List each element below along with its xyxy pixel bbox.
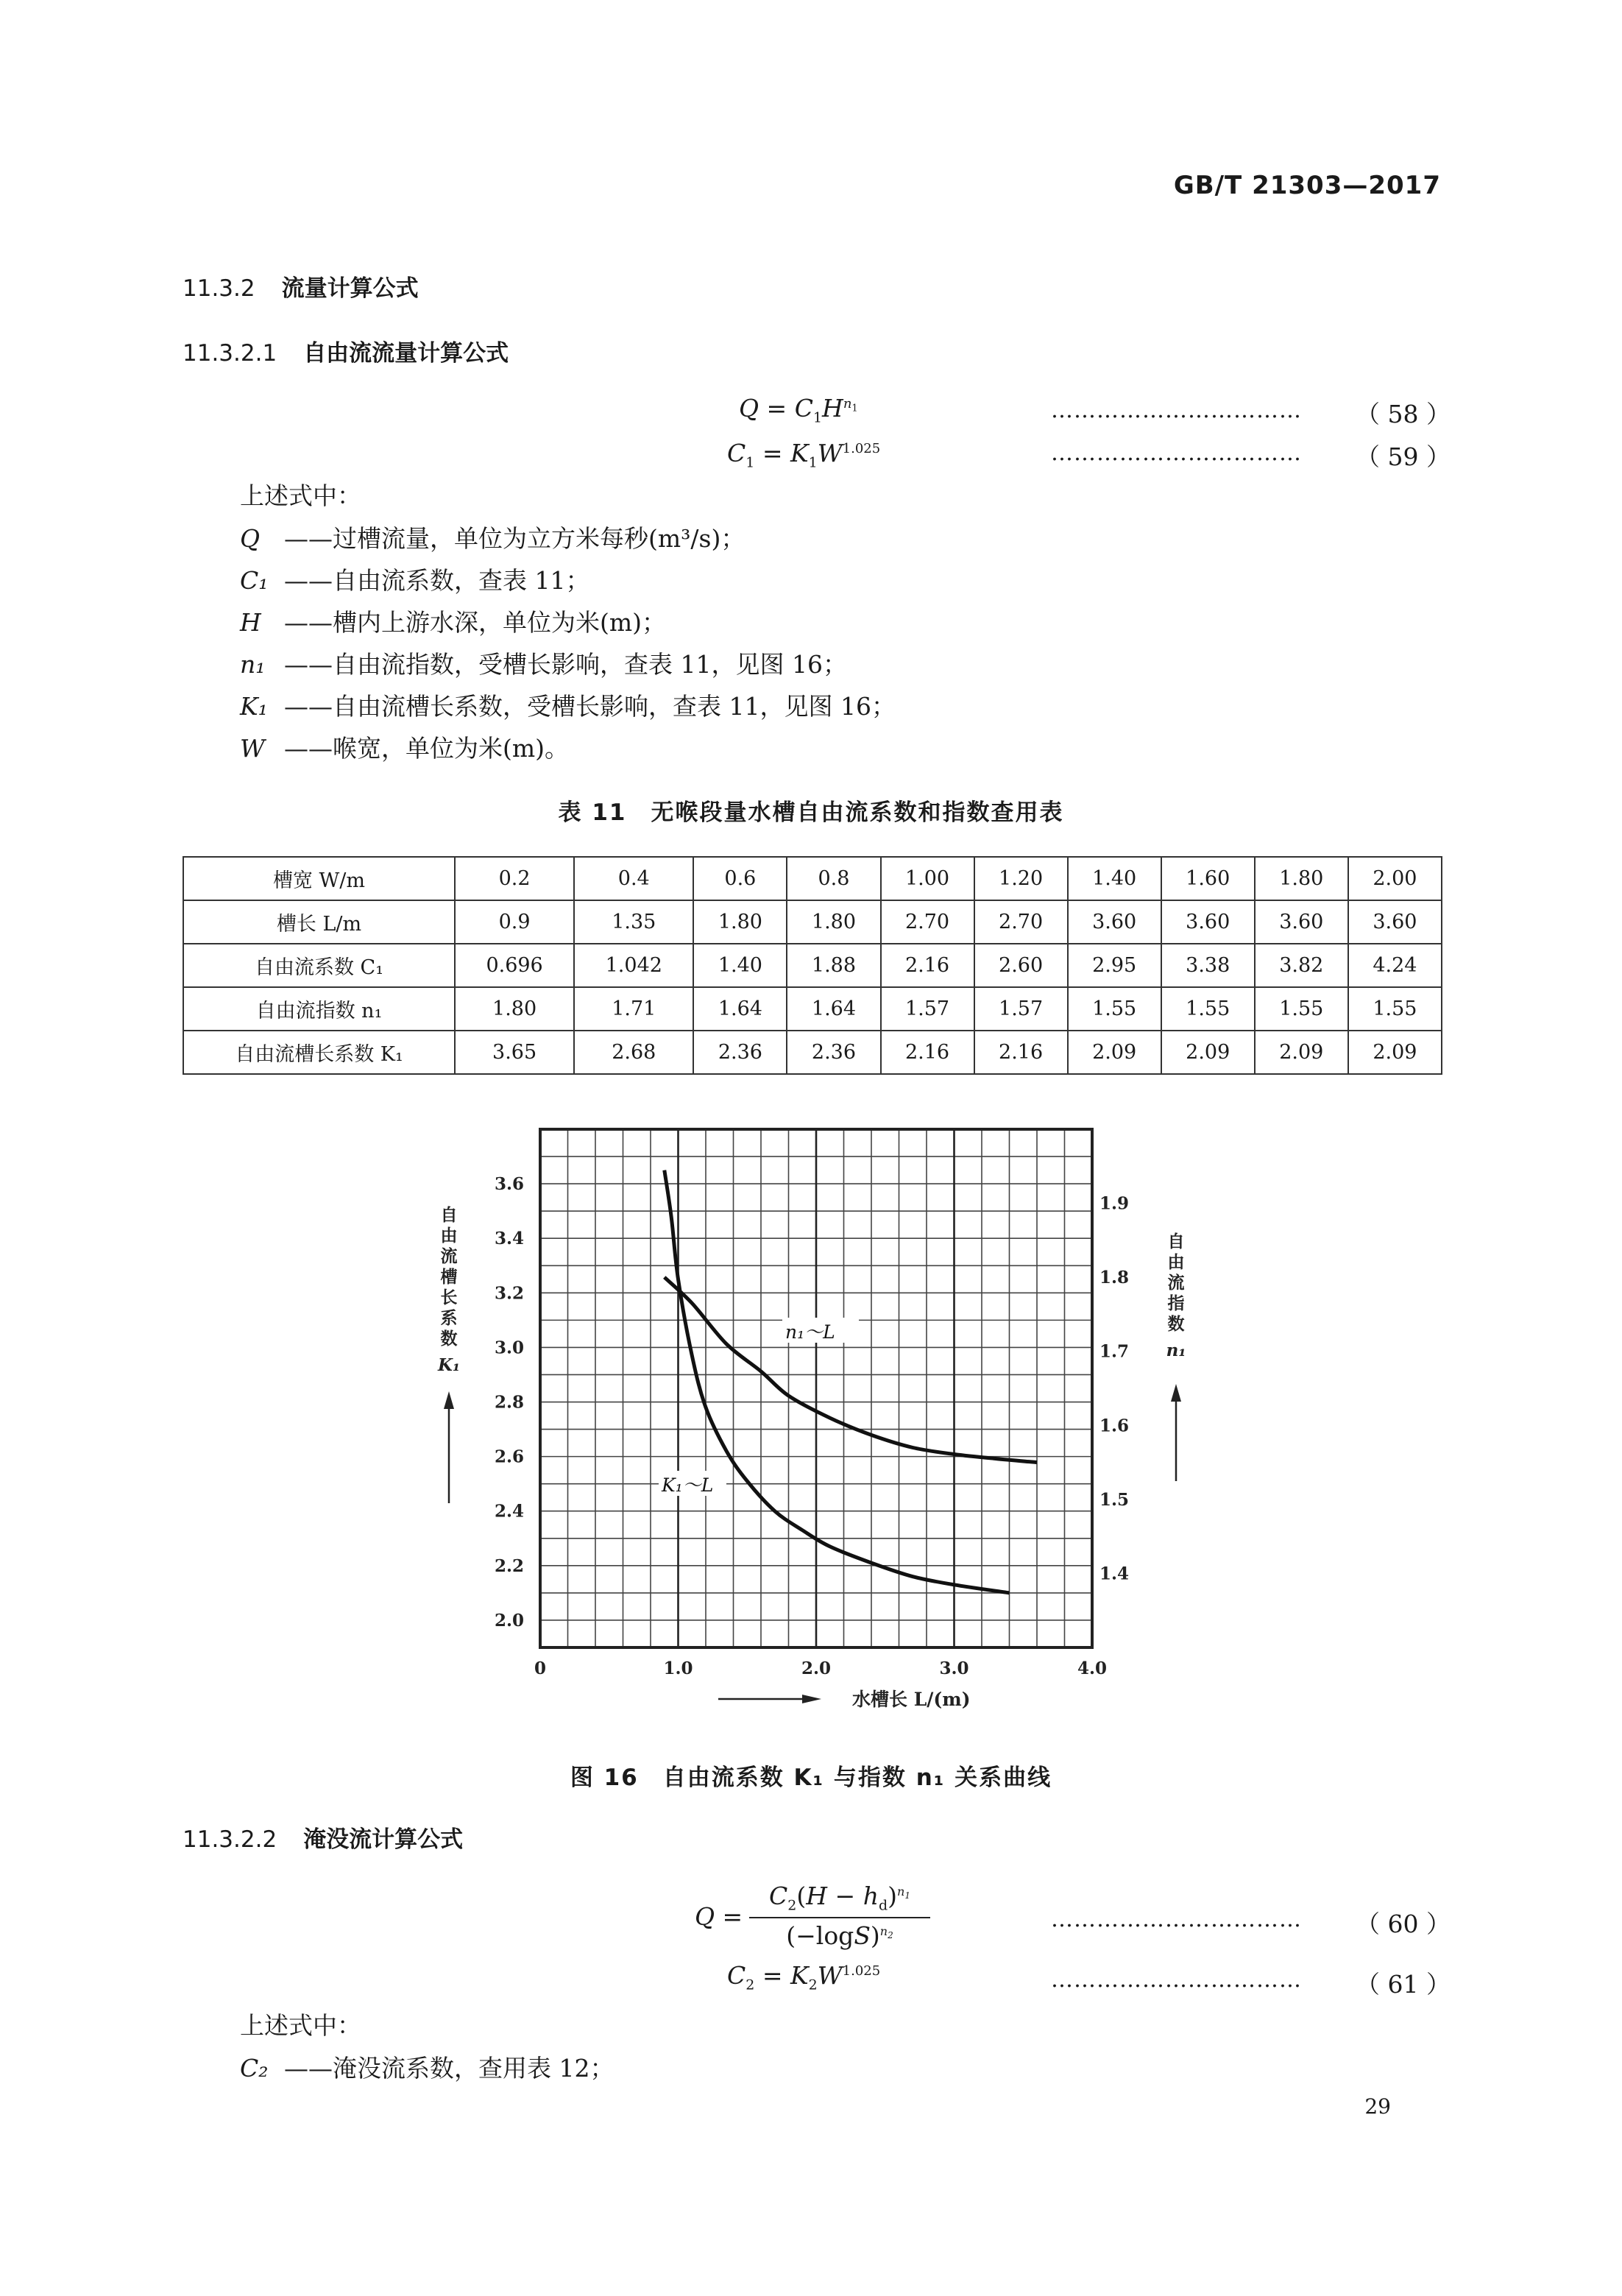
definition-symbol: K₁ (240, 692, 268, 721)
y-left-axis-arrowhead (444, 1391, 454, 1409)
table-cell: 2.00 (1348, 857, 1442, 900)
y-right-axis-label-char: 指 (1167, 1293, 1185, 1313)
table-cell: 2.09 (1068, 1031, 1161, 1074)
y-right-tick-label: 1.6 (1099, 1416, 1130, 1436)
y-left-tick-label: 2.4 (494, 1501, 524, 1522)
row-header: 槽长 L/m (183, 900, 455, 944)
chart-series (665, 1170, 1037, 1593)
formula-60-label: （ 60 ） (1356, 1910, 1451, 1938)
y-left-axis-label-char: 长 (440, 1287, 458, 1307)
table-cell: 0.4 (574, 857, 693, 900)
formula-61-leader-dots: …………………………… (1051, 1967, 1302, 1993)
y-right-axis-label-char: 数 (1167, 1314, 1185, 1334)
table-cell: 1.80 (455, 987, 574, 1031)
row-header: 自由流指数 n₁ (183, 987, 455, 1031)
definition-text: ——槽内上游水深，单位为米(m)； (284, 608, 667, 637)
table-cell: 2.16 (974, 1031, 1068, 1074)
formula-59: $C_1 = K_1W^{1.025}$ (727, 439, 881, 471)
table-cell: 2.36 (787, 1031, 880, 1074)
table-cell: 1.55 (1161, 987, 1255, 1031)
where-label-2: 上述式中： (240, 2011, 361, 2040)
y-right-tick-label: 1.7 (1099, 1341, 1130, 1362)
where-label: 上述式中： (240, 481, 361, 510)
table-cell: 1.57 (974, 987, 1068, 1031)
definition-symbol: C₁ (240, 566, 269, 595)
y-right-tick-label: 1.4 (1099, 1564, 1130, 1584)
formula-59-leader-dots: …………………………… (1051, 440, 1302, 466)
fraction-numerator: $C_2(H - h_d)^{n_1}$ (769, 1882, 910, 1914)
y-left-tick-label: 2.2 (494, 1555, 524, 1576)
y-right-tick-label: 1.8 (1099, 1268, 1130, 1288)
row-header: 自由流槽长系数 K₁ (183, 1031, 455, 1074)
formula-58-label: （ 58 ） (1356, 400, 1451, 428)
y-left-axis-label-char: 流 (440, 1246, 458, 1266)
section-number: 11.3.2.1 (183, 340, 277, 367)
definition-symbol: Q (240, 524, 261, 553)
y-left-tick-label: 3.0 (494, 1338, 524, 1358)
y-right-tick-label: 1.5 (1099, 1489, 1130, 1510)
y-right-tick-label: 1.9 (1099, 1193, 1130, 1214)
row-header: 槽宽 W/m (183, 857, 455, 900)
y-left-tick-label: 3.6 (494, 1174, 524, 1195)
definition-text: ——过槽流量，单位为立方米每秒(m³/s)； (284, 524, 746, 553)
y-right-axis-label-char: 自 (1167, 1232, 1185, 1251)
y-left-axis-label-char: 自 (440, 1205, 458, 1225)
k1-curve (665, 1170, 1010, 1593)
formula-60-lhs: Q = (695, 1902, 743, 1931)
y-left-tick-label: 2.0 (494, 1610, 524, 1631)
y-right-axis-arrowhead (1171, 1384, 1181, 1402)
table-cell: 2.95 (1068, 944, 1161, 987)
row-header: 自由流系数 C₁ (183, 944, 455, 987)
n1-curve (665, 1277, 1037, 1463)
table-caption: 表 11 无喉段量水槽自由流系数和指数查用表 (558, 799, 1064, 826)
formula-61: $C_2 = K_2W^{1.025}$ (727, 1961, 881, 1993)
definition-symbol: n₁ (240, 650, 266, 679)
table-cell: 4.24 (1348, 944, 1442, 987)
table-cell: 3.60 (1348, 900, 1442, 944)
x-axis-arrowhead (802, 1695, 821, 1703)
section-number: 11.3.2.2 (183, 1826, 277, 1853)
table-cell: 1.35 (574, 900, 693, 944)
table-cell: 0.2 (455, 857, 574, 900)
chart-labels (437, 1205, 1186, 1710)
x-tick-label: 0 (534, 1659, 547, 1678)
y-left-tick-label: 2.8 (494, 1392, 524, 1413)
table-cell: 1.40 (1068, 857, 1161, 900)
y-left-tick-label: 3.4 (494, 1229, 524, 1249)
definition-c2 (240, 2049, 614, 2084)
table-cell: 0.6 (693, 857, 787, 900)
table-cell: 0.9 (455, 900, 574, 944)
section-title: 淹没流计算公式 (303, 1826, 464, 1853)
table-cell: 2.16 (881, 1031, 974, 1074)
definition-text: ——自由流系数，查表 11； (284, 566, 590, 595)
x-tick-label: 1.0 (663, 1659, 693, 1678)
definition-text: ——自由流指数，受槽长影响，查表 11，见图 16； (284, 650, 847, 679)
fraction-bar (749, 1917, 930, 1918)
y-left-axis-label-char: 系 (440, 1308, 458, 1328)
y-right-axis-label-char: 流 (1167, 1273, 1185, 1293)
chart-ticks (495, 1174, 1129, 1678)
table-cell: 1.80 (693, 900, 787, 944)
table-cell: 1.88 (787, 944, 880, 987)
table-cell: 2.60 (974, 944, 1068, 987)
formula-58: $Q = C_1H^{n_1}$ (739, 394, 858, 426)
formula-60-leader-dots: …………………………… (1051, 1907, 1302, 1932)
table-cell: 1.042 (574, 944, 693, 987)
table-cell: 3.38 (1161, 944, 1255, 987)
definition-text: ——自由流槽长系数，受槽长影响，查表 11，见图 16； (284, 692, 896, 721)
table-cell: 1.64 (787, 987, 880, 1031)
table-cell: 3.65 (455, 1031, 574, 1074)
table-cell: 1.20 (974, 857, 1068, 900)
formula-58-leader-dots: …………………………… (1051, 398, 1302, 423)
table-cell: 2.09 (1161, 1031, 1255, 1074)
n1-series-label: n₁～L (785, 1321, 835, 1343)
definition-symbol: W (240, 734, 265, 763)
table-cell: 1.40 (693, 944, 787, 987)
table-cell: 3.60 (1068, 900, 1161, 944)
definition-symbol: C₂ (240, 2054, 269, 2083)
figure-caption: 图 16 自由流系数 K₁ 与指数 n₁ 关系曲线 (570, 1765, 1052, 1791)
table-cell: 3.82 (1255, 944, 1348, 987)
x-axis-label: 水槽长 L/(m) (852, 1689, 971, 1710)
table-cell: 3.60 (1255, 900, 1348, 944)
table-cell: 1.55 (1348, 987, 1442, 1031)
y-right-axis-label-char: 由 (1167, 1252, 1185, 1272)
definition-symbol: H (240, 608, 261, 637)
table-cell: 0.696 (455, 944, 574, 987)
table-cell: 1.57 (881, 987, 974, 1031)
x-tick-label: 2.0 (801, 1659, 832, 1678)
y-left-axis-label-char: K₁ (437, 1355, 461, 1375)
y-left-tick-label: 2.6 (494, 1447, 524, 1467)
formula-61-label: （ 61 ） (1356, 1970, 1451, 1999)
page-number: 29 (1364, 2094, 1391, 2119)
section-heading-11-3-2-2 (183, 1820, 463, 1854)
formula-59-label: （ 59 ） (1356, 442, 1451, 471)
table-cell: 2.09 (1255, 1031, 1348, 1074)
table-cell: 1.55 (1255, 987, 1348, 1031)
table-cell: 1.64 (693, 987, 787, 1031)
table-cell: 2.68 (574, 1031, 693, 1074)
table-cell: 2.70 (974, 900, 1068, 944)
k1-series-label: K₁～L (662, 1474, 714, 1496)
section-title: 流量计算公式 (281, 275, 419, 302)
y-left-axis-label-char: 数 (440, 1329, 458, 1349)
table-cell: 3.60 (1161, 900, 1255, 944)
definition-text: ——淹没流系数，查用表 12； (284, 2054, 615, 2083)
standard-code: GB/T 21303—2017 (1173, 171, 1441, 200)
fraction-denominator: $(-\log S)^{n_2}$ (786, 1921, 893, 1950)
definition-text: ——喉宽，单位为米(m)。 (284, 734, 570, 763)
y-left-tick-label: 3.2 (494, 1283, 524, 1304)
table-cell: 2.09 (1348, 1031, 1442, 1074)
table-cell: 2.70 (881, 900, 974, 944)
formula-60-fraction (749, 1882, 930, 1950)
table-cell: 2.36 (693, 1031, 787, 1074)
chart-grid (540, 1129, 1092, 1647)
x-tick-label: 4.0 (1077, 1659, 1108, 1678)
table-cell: 0.8 (787, 857, 880, 900)
table-cell: 1.80 (1255, 857, 1348, 900)
table-cell: 1.00 (881, 857, 974, 900)
y-left-axis-label-char: 由 (440, 1226, 458, 1246)
y-left-axis-label-char: 槽 (440, 1267, 458, 1287)
section-number: 11.3.2 (183, 275, 255, 302)
table-cell: 1.80 (787, 900, 880, 944)
section-title: 自由流流量计算公式 (303, 340, 509, 367)
table-cell: 2.16 (881, 944, 974, 987)
x-tick-label: 3.0 (939, 1659, 969, 1678)
table-cell: 1.60 (1161, 857, 1255, 900)
y-right-axis-label-char: n₁ (1166, 1340, 1186, 1360)
table-cell: 1.71 (574, 987, 693, 1031)
table-cell: 1.55 (1068, 987, 1161, 1031)
